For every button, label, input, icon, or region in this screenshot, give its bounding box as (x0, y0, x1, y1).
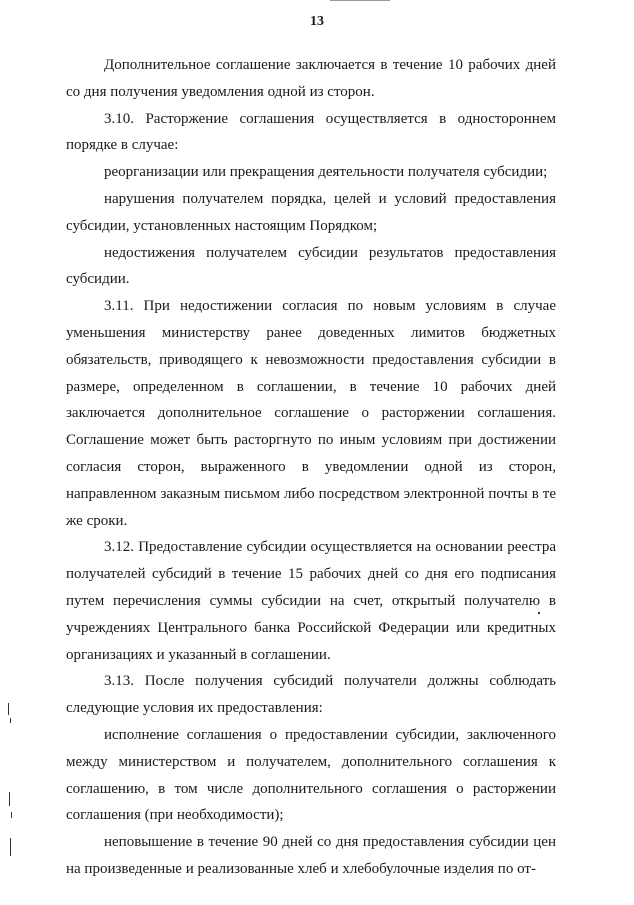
paragraph-3: реорганизации или прекращения деятельности получателя субсидии; (104, 164, 548, 181)
scan-artifact-mark (10, 838, 11, 856)
paragraph-7: 3.12. Предоставление субсидии осуществляется на основании реестра получателей субсидий в течение 15 рабочих дней со дня его подписания путем перечисления суммы субсидии на счет, открытый получателю в учреждениях Центрального банка Российской Федерации или кредитных организациях и указанный в соглашении. (66, 539, 556, 663)
scan-artifact-mark (538, 612, 540, 614)
scan-top-edge-line (330, 0, 390, 1)
scan-artifact-mark (11, 812, 12, 818)
scan-artifact-mark (8, 703, 9, 715)
paragraph-5: недостижения получателем субсидии результатов предоставления субсидии. (66, 244, 556, 288)
scan-artifact-mark (9, 792, 10, 806)
paragraph-4: нарушения получателем порядка, целей и условий предоставления субсидии, установленных настоящим Порядком; (66, 190, 556, 234)
page-number: 13 (310, 14, 324, 29)
paragraph-9: исполнение соглашения о предоставлении субсидии, заключенного между министерством и получателем, дополнительного соглашения к соглашению, в том числе дополнительного соглашения о расторжении соглашения (при необходимости); (66, 726, 556, 824)
paragraph-8: 3.13. После получения субсидий получатели должны соблюдать следующие условия их предоставления: (66, 673, 556, 717)
scan-artifact-mark (10, 718, 11, 723)
paragraph-1: Дополнительное соглашение заключается в течение 10 рабочих дней со дня получения уведомления одной из сторон. (66, 57, 556, 100)
document-body (66, 52, 556, 883)
paragraph-2: 3.10. Расторжение соглашения осуществляется в одностороннем порядке в случае: (66, 110, 556, 154)
paragraph-6: 3.11. При недостижении согласия по новым условиям в случае уменьшения министерству ранее доведенных лимитов бюджетных обязательств, приводящего к невозможности предоставления субсидии в размере, определенном в соглашении, в течение 10 рабочих дней заключается дополнительное соглашение о расторжении соглашения. Соглашение может быть расторгнуто по иным условиям при достижении согласия сторон, выраженного в уведомлении одной из сторон, направленном заказным письмом либо посредством электронной почты в те же сроки. (66, 298, 556, 529)
paragraph-10: неповышение в течение 90 дней со дня предоставления субсидии цен на произведенные и реализованные хлеб и хлебобулочные изделия по от- (66, 834, 556, 877)
